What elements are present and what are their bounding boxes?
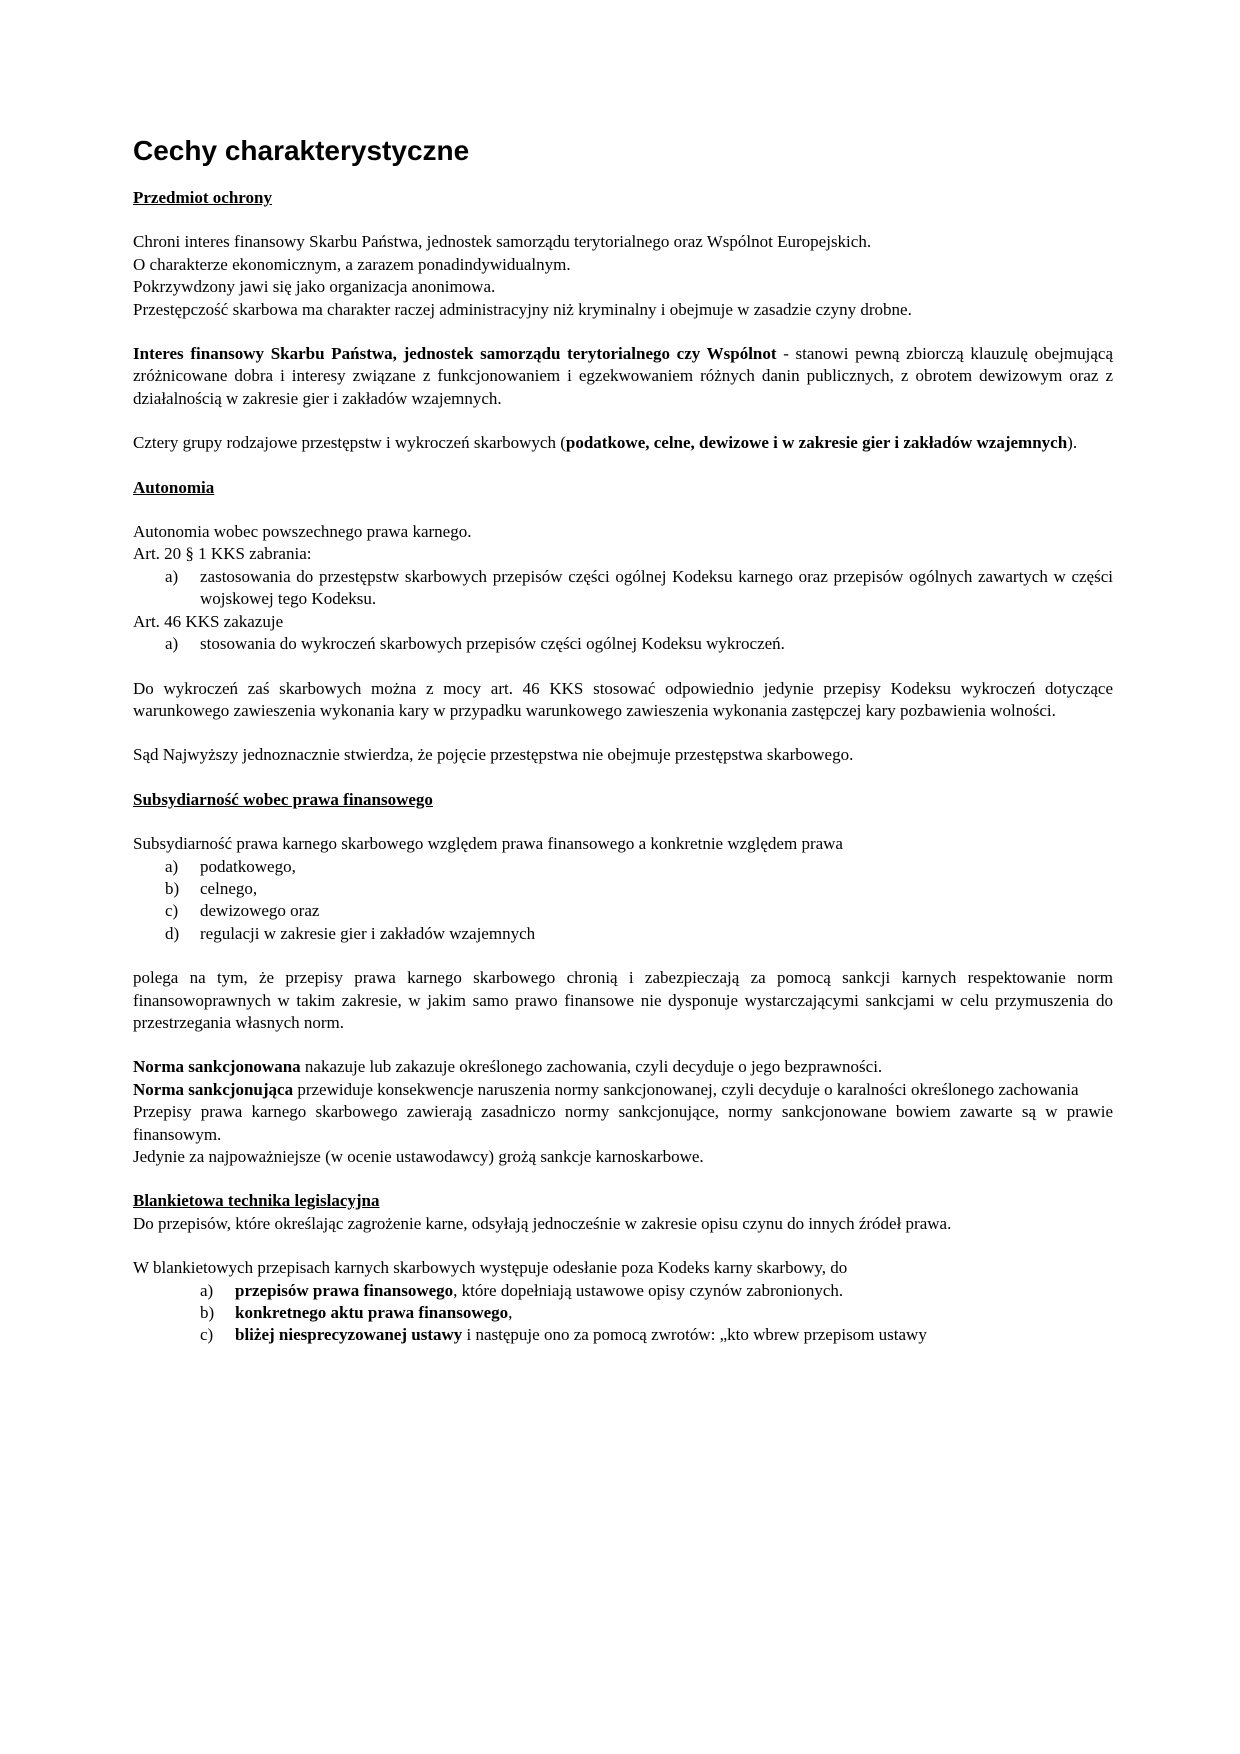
paragraph-polega-na-tym: polega na tym, że przepisy prawa karnego skarbowego chronią i zabezpieczają za pomocą sankcji karnych respektowanie norm finansowoprawnych w takim zakresie, w jakim samo prawo finansowe nie dysponuje wystarczającymi sankcjami w celu przymuszenia do przestrzegania własnych norm. [133,968,1113,1032]
body-text: przewiduje konsekwencje naruszenia normy sankcjonowanej, czyli decyduje o karalności określonego zachowania [293,1079,1079,1099]
text-line: Przestępczość skarbowa ma charakter raczej administracyjny niż kryminalny i obejmuje w zasadzie czyny drobne. [133,299,912,319]
list-text: dewizowego oraz [200,901,320,921]
list-marker: c) [165,901,179,921]
paragraph-normy [133,1056,1113,1168]
body-text: , które dopełniają ustawowe opisy czynów zabronionych. [453,1280,844,1300]
bold-lead: przepisów prawa finansowego [235,1280,454,1300]
list-text: stosowania do wykroczeń skarbowych przepisów części ogólnej Kodeksu wykroczeń. [200,634,785,654]
list-text: celnego, [200,878,258,898]
paragraph-do-przepisow: Do przepisów, które określając zagrożenie karne, odsyłają jednocześnie w zakresie opisu czynu do innych źródeł prawa. [133,1213,952,1233]
list-item [133,1302,1113,1324]
list-text: regulacji w zakresie gier i zakładów wzajemnych [200,923,536,943]
list-marker: d) [165,923,180,943]
text-line: Art. 20 § 1 KKS zabrania: [133,544,312,564]
paragraph-subsydiarnosc [133,833,1113,945]
text-line: Pokrzywdzony jawi się jako organizacja anonimowa. [133,277,496,297]
bold-lead: Interes finansowy Skarbu Państwa, jednostek samorządu terytorialnego czy Wspólnot [133,344,777,364]
norma-sankcjonowana [133,1056,1113,1078]
list-marker: a) [165,566,179,586]
body-text: - stanowi pewną zbiorczą klauzulę obejmującą zróżnicowane dobra i interesy związane z funkcjonowaniem i egzekwowaniem różnych danin publicznych, z obrotem dewizowym oraz z działalnością w zakresie gier i zakładów wzajemnych. [133,344,1113,408]
body-text: i następuje ono za pomocą zwrotów: „kto wbrew przepisom ustawy [462,1325,927,1345]
text-line: Autonomia wobec powszechnego prawa karnego. [133,522,472,542]
paragraph-cztery-grupy [133,432,1113,454]
paragraph-chroni-interes [133,231,1113,321]
text-line: Przepisy prawa karnego skarbowego zawierają zasadniczo normy sankcjonujące, normy sankcjonowane bowiem zawarte są w prawie finansowym. [133,1102,1113,1144]
list-item [133,856,1113,878]
body-text: ). [1067,433,1078,453]
list-text: podatkowego, [200,856,296,876]
list-text [235,1280,1113,1302]
paragraph-interes-finansowy [133,343,1113,410]
list-item [133,1280,1113,1302]
body-text: Cztery grupy rodzajowe przestępstw i wykroczeń skarbowych ( [133,433,566,453]
paragraph-w-blankietowych [133,1257,1113,1347]
list-marker: a) [200,1280,214,1300]
list-text [235,1302,1113,1324]
list-item [133,923,1113,945]
text-line: Jedynie za najpoważniejsze (w ocenie ustawodawcy) grożą sankcje karnoskarbowe. [133,1147,704,1166]
bold-lead: Norma sankcjonująca [133,1079,294,1099]
list-text [235,1324,1113,1346]
list-item [133,633,1113,655]
document-title: Cechy charakterystyczne [133,135,470,166]
paragraph-sad-najwyzszy: Sąd Najwyższy jednoznacznie stwierdza, że pojęcie przestępstwa nie obejmuje przestępstwa skarbowego. [133,745,854,765]
text-line: W blankietowych przepisach karnych skarbowych występuje odesłanie poza Kodeks karny skarbowy, do [133,1258,848,1278]
list-item [133,900,1113,922]
list-marker: a) [165,856,179,876]
text-line: Art. 46 KKS zakazuje [133,611,284,631]
bold-lead: bliżej niesprecyzowanej ustawy [235,1325,463,1345]
section-heading-autonomia: Autonomia [133,477,215,497]
text-line: Subsydiarność prawa karnego skarbowego względem prawa finansowego a konkretnie względem prawa [133,834,843,854]
body-text: , [508,1303,513,1323]
text-line: Chroni interes finansowy Skarbu Państwa, jednostek samorządu terytorialnego oraz Wspólnot Europejskich. [133,232,872,252]
section-heading-subsydiarnosc: Subsydiarność wobec prawa finansowego [133,789,433,809]
list-marker: c) [200,1325,214,1345]
section-heading-blankietowa: Blankietowa technika legislacyjna [133,1191,380,1211]
bold-text: podatkowe, celne, dewizowe i w zakresie gier i zakładów wzajemnych [565,433,1068,453]
list-item [133,566,1113,611]
body-text: nakazuje lub zakazuje określonego zachowania, czyli decyduje o jego bezprawności. [300,1057,883,1077]
section-heading-przedmiot-ochrony: Przedmiot ochrony [133,188,272,207]
list-marker: b) [165,878,180,898]
text-line: O charakterze ekonomicznym, a zarazem ponadindywidualnym. [133,254,571,274]
list-item [133,1324,1113,1346]
list-marker: a) [165,634,179,654]
list-item [133,878,1113,900]
norma-sankcjonujaca [133,1079,1113,1101]
list-marker: b) [200,1303,215,1323]
bold-lead: konkretnego aktu prawa finansowego [235,1303,509,1323]
bold-lead: Norma sankcjonowana [133,1057,301,1077]
paragraph-do-wykroczen: Do wykroczeń zaś skarbowych można z mocy art. 46 KKS stosować odpowiednio jedynie przepisy Kodeksu wykroczeń dotyczące warunkowego zawieszenia wykonania kary w przypadku warunkowego zawieszenia wykonania zastępczej kary pozbawienia wolności. [133,678,1113,720]
paragraph-autonomia [133,521,1113,655]
list-text: zastosowania do przestępstw skarbowych przepisów części ogólnej Kodeksu karnego oraz przepisów ogólnych zawartych w części wojskowej tego Kodeksu. [200,566,1113,609]
